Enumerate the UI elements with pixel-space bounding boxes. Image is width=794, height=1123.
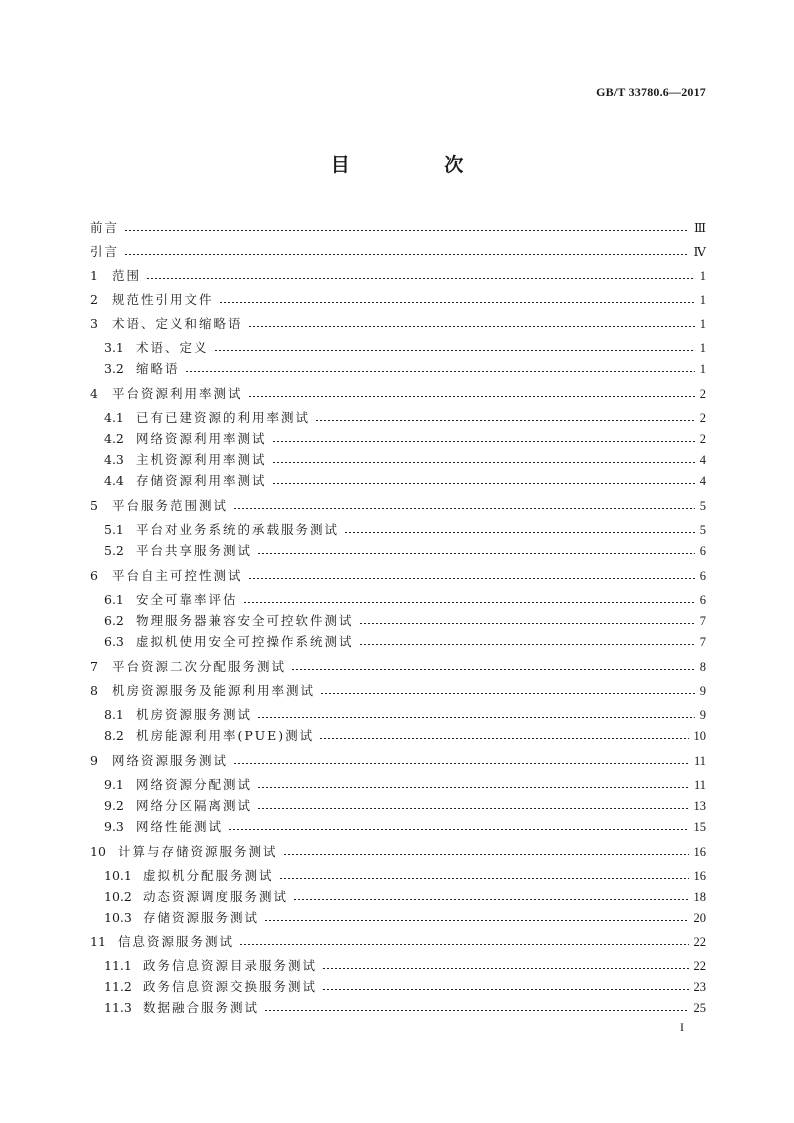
toc-entry-title: 平台对业务系统的承载服务测试: [136, 522, 340, 537]
toc-entry-label: [90, 266, 141, 286]
toc-entry-title: 网络资源分配测试: [136, 777, 253, 792]
toc-entry-title: 机房能源利用率(PUE)测试: [136, 728, 315, 743]
toc-entry-title: 机房资源服务测试: [136, 707, 253, 722]
toc-entry-title: 信息资源服务测试: [118, 934, 235, 949]
toc-entry[interactable]: [104, 908, 706, 928]
toc-entry-page: 16: [693, 869, 706, 883]
toc-entry[interactable]: [104, 977, 706, 997]
toc-entry-label: [104, 796, 252, 816]
toc-entry-title: 安全可靠率评估: [136, 592, 238, 607]
toc-entry[interactable]: [104, 866, 706, 886]
toc-entry-page: 7: [699, 614, 706, 628]
toc-entry-page: 23: [693, 980, 706, 994]
toc-entry-label: [104, 998, 259, 1018]
toc-entry[interactable]: [90, 842, 706, 862]
toc-entry-page: 22: [693, 935, 706, 949]
toc-entry-page: 6: [699, 569, 706, 583]
toc-entry-number: 4.2: [104, 431, 124, 446]
toc-entry-number: 9: [90, 753, 98, 768]
toc-entry[interactable]: [104, 726, 706, 746]
toc-entry-label: [104, 450, 267, 470]
toc-entry-number: 4.1: [104, 410, 124, 425]
toc-entry-title: 平台自主可控性测试: [112, 568, 243, 583]
toc-entry-number: 9.1: [104, 777, 124, 792]
toc-entry[interactable]: [104, 520, 706, 540]
toc-entry-label: [104, 541, 252, 561]
toc-entry[interactable]: [104, 817, 706, 837]
toc-entry-page: 2: [699, 432, 706, 446]
toc-entry-label: [104, 590, 238, 610]
toc-entry-label: [104, 866, 274, 886]
dot-leader: [233, 763, 689, 764]
toc-entry[interactable]: [90, 932, 706, 952]
toc-entry-number: 6.1: [104, 592, 124, 607]
toc-entry-number: 8.1: [104, 707, 124, 722]
toc-entry[interactable]: [104, 429, 706, 449]
dot-leader: [272, 462, 695, 463]
toc-entry-title: 术语、定义: [136, 340, 209, 355]
toc-entry-page: 10: [693, 729, 706, 743]
toc-entry[interactable]: [104, 359, 706, 379]
toc-entry-label: [90, 566, 243, 586]
toc-entry-number: 1: [90, 268, 98, 283]
toc-entry-number: 8: [90, 683, 98, 698]
dot-leader: [124, 230, 689, 231]
toc-entry-page: 9: [699, 708, 706, 722]
toc-entry-page: 11: [693, 778, 706, 792]
dot-leader: [257, 787, 689, 788]
toc-entry[interactable]: [104, 408, 706, 428]
toc-entry-title: 网络资源利用率测试: [136, 431, 267, 446]
toc-entry-title: 规范性引用文件: [112, 292, 214, 307]
dot-leader: [344, 532, 695, 533]
toc-entry-page: 4: [699, 474, 706, 488]
toc-entry-title: 范围: [112, 268, 142, 283]
dot-leader: [248, 396, 695, 397]
toc-entry-label: [90, 384, 243, 404]
toc-entry-page: 1: [699, 362, 706, 376]
toc-entry-title: 术语、定义和缩略语: [112, 316, 243, 331]
toc-entry-number: 6.3: [104, 634, 124, 649]
toc-entry[interactable]: [90, 242, 706, 262]
toc-entry[interactable]: [104, 887, 706, 907]
toc-entry-number: 10.2: [104, 889, 132, 904]
toc-entry-page: 5: [699, 499, 706, 513]
toc-entry-page: Ⅳ: [693, 245, 706, 259]
toc-entry-label: [104, 726, 314, 746]
toc-entry-title: 动态资源调度服务测试: [143, 889, 289, 904]
toc-entry-label: [90, 681, 315, 701]
toc-entry-title: 存储资源利用率测试: [136, 473, 267, 488]
toc-entry[interactable]: [104, 632, 706, 652]
toc-entry[interactable]: [104, 471, 706, 491]
toc-entry-number: 10: [90, 844, 106, 859]
toc-entry-label: [104, 359, 180, 379]
toc-entry-label: [90, 751, 228, 771]
toc-entry-page: 1: [699, 317, 706, 331]
toc-entry-label: [90, 657, 286, 677]
toc-entry-number: 9.3: [104, 819, 124, 834]
toc-entry-number: 5: [90, 498, 98, 513]
toc-entry-page: 2: [699, 387, 706, 401]
toc-entry-title: 缩略语: [136, 361, 180, 376]
toc-entry[interactable]: [90, 266, 706, 286]
toc-entry-title: 政务信息资源目录服务测试: [143, 958, 318, 973]
toc-entry-title: 机房资源服务及能源利用率测试: [112, 683, 316, 698]
toc-entry-label: [104, 408, 310, 428]
toc-entry-page: 4: [699, 453, 706, 467]
toc-entry-label: [104, 817, 223, 837]
toc-entry[interactable]: [90, 657, 706, 677]
toc-entry[interactable]: [104, 611, 706, 631]
dot-leader: [272, 441, 695, 442]
toc-entry-title: 虚拟机使用安全可控操作系统测试: [136, 634, 354, 649]
toc-entry-label: [104, 956, 317, 976]
toc-entry-title: 政务信息资源交换服务测试: [143, 979, 318, 994]
toc-entry-number: 2: [90, 292, 98, 307]
dot-leader: [319, 738, 688, 739]
dot-leader: [320, 693, 695, 694]
toc-entry-label: [104, 632, 354, 652]
toc-entry-page: 1: [699, 269, 706, 283]
toc-entry-label: [104, 611, 354, 631]
toc-entry-label: [90, 242, 119, 262]
toc-entry-number: 3.1: [104, 340, 124, 355]
toc-entry[interactable]: [104, 998, 706, 1018]
toc-entry-label: [90, 932, 234, 952]
toc-entry-label: [90, 496, 228, 516]
toc-entry-number: 11: [90, 934, 106, 949]
toc-entry-title: 前言: [90, 220, 120, 235]
toc-entry-page: 6: [699, 544, 706, 558]
dot-leader: [257, 553, 695, 554]
toc-entry[interactable]: [104, 541, 706, 561]
dot-leader: [185, 371, 695, 372]
toc-entry-page: 16: [693, 845, 706, 859]
toc-entry-page: 5: [699, 523, 706, 537]
toc-entry[interactable]: [104, 450, 706, 470]
toc-entry[interactable]: [104, 590, 706, 610]
toc-entry-page: Ⅲ: [693, 221, 706, 235]
toc-entry-number: 4.4: [104, 473, 124, 488]
toc-entry[interactable]: [104, 956, 706, 976]
toc-entry-label: [90, 290, 214, 310]
dot-leader: [315, 420, 695, 421]
dot-leader: [359, 644, 695, 645]
toc-entry-number: 8.2: [104, 728, 124, 743]
toc-entry-page: 22: [693, 959, 706, 973]
dot-leader: [243, 602, 695, 603]
toc-entry-page: 8: [699, 660, 706, 674]
toc-entry-title: 平台资源利用率测试: [112, 386, 243, 401]
page-number: I: [680, 1020, 684, 1034]
toc-entry[interactable]: [104, 338, 706, 358]
dot-leader: [264, 1010, 688, 1011]
toc-entry-number: 11.1: [104, 958, 132, 973]
toc-entry-page: 25: [693, 1001, 706, 1015]
toc-entry-number: 7: [90, 659, 98, 674]
toc-entry-page: 7: [699, 635, 706, 649]
dot-leader: [257, 808, 688, 809]
standard-code: GB/T 33780.6—2017: [596, 85, 706, 99]
toc-entry-number: 6: [90, 568, 98, 583]
toc-entry-number: 10.1: [104, 868, 132, 883]
dot-leader: [322, 968, 688, 969]
toc-entry-title: 网络分区隔离测试: [136, 798, 253, 813]
toc-entry-number: 4.3: [104, 452, 124, 467]
dot-leader: [272, 483, 695, 484]
toc-entry-title: 网络性能测试: [136, 819, 224, 834]
toc-entry-number: 4: [90, 386, 98, 401]
toc-entry-label: [104, 908, 259, 928]
toc-entry-label: [90, 842, 278, 862]
toc-entry-label: [104, 520, 339, 540]
toc-entry-title: 数据融合服务测试: [143, 1000, 260, 1015]
toc-entry[interactable]: [90, 290, 706, 310]
toc-entry[interactable]: [90, 681, 706, 701]
toc-entry-title: 虚拟机分配服务测试: [143, 868, 274, 883]
toc-entry-title: 存储资源服务测试: [143, 910, 260, 925]
toc-entry-label: [90, 218, 119, 238]
toc-entry-page: 1: [699, 293, 706, 307]
toc-entry-label: [104, 471, 267, 491]
dot-leader: [359, 623, 695, 624]
toc-entry-number: 11.3: [104, 1000, 132, 1015]
toc-entry-number: 3: [90, 316, 98, 331]
dot-leader: [293, 899, 688, 900]
toc-entry-page: 6: [699, 593, 706, 607]
toc-entry-page: 18: [693, 890, 706, 904]
dot-leader: [291, 669, 695, 670]
dot-leader: [248, 578, 695, 579]
toc-entry-page: 11: [693, 754, 706, 768]
toc-entry-label: [104, 977, 317, 997]
dot-leader: [228, 829, 688, 830]
toc-entry-label: [104, 338, 209, 358]
toc-entry-title: 物理服务器兼容安全可控软件测试: [136, 613, 354, 628]
toc-entry-number: 5.1: [104, 522, 124, 537]
toc-entry-number: 11.2: [104, 979, 132, 994]
toc-entry-title: 引言: [90, 244, 120, 259]
dot-leader: [233, 508, 695, 509]
toc-entry-label: [104, 775, 252, 795]
toc-entry-title: 平台共享服务测试: [136, 543, 253, 558]
toc-entry[interactable]: [104, 775, 706, 795]
toc-entry-number: 9.2: [104, 798, 124, 813]
toc-entry-number: 6.2: [104, 613, 124, 628]
toc-entry[interactable]: [90, 566, 706, 586]
toc-entry-label: [104, 705, 252, 725]
toc-entry-label: [90, 314, 243, 334]
dot-leader: [279, 878, 689, 879]
toc-entry-number: 10.3: [104, 910, 132, 925]
dot-leader: [146, 278, 695, 279]
toc-entry-page: 20: [693, 911, 706, 925]
toc-entry[interactable]: [104, 796, 706, 816]
toc-entry[interactable]: [104, 705, 706, 725]
toc-title: 目 次: [330, 154, 508, 176]
toc-entry[interactable]: [90, 496, 706, 516]
toc-entry-title: 网络资源服务测试: [112, 753, 229, 768]
toc-entry-title: 已有已建资源的利用率测试: [136, 410, 311, 425]
toc-entry[interactable]: [90, 314, 706, 334]
toc-entry[interactable]: [90, 384, 706, 404]
toc-entry-title: 平台资源二次分配服务测试: [112, 659, 287, 674]
toc-entry-page: 1: [699, 341, 706, 355]
toc-entry-number: 3.2: [104, 361, 124, 376]
toc-entry-label: [104, 429, 267, 449]
dot-leader: [124, 254, 688, 255]
dot-leader: [239, 944, 688, 945]
dot-leader: [322, 989, 688, 990]
toc-entry[interactable]: [90, 218, 706, 238]
dot-leader: [219, 302, 695, 303]
toc-entry-page: 9: [699, 684, 706, 698]
toc-entry-label: [104, 887, 288, 907]
toc-entry-title: 平台服务范围测试: [112, 498, 229, 513]
dot-leader: [283, 854, 689, 855]
toc-entry-page: 13: [693, 799, 706, 813]
toc-entry-page: 2: [699, 411, 706, 425]
toc-entry-number: 5.2: [104, 543, 124, 558]
dot-leader: [214, 350, 695, 351]
toc-entry-page: 15: [693, 820, 706, 834]
toc-entry[interactable]: [90, 751, 706, 771]
dot-leader: [248, 326, 695, 327]
toc-entry-title: 计算与存储资源服务测试: [118, 844, 278, 859]
dot-leader: [257, 717, 695, 718]
dot-leader: [264, 920, 688, 921]
toc-entry-title: 主机资源利用率测试: [136, 452, 267, 467]
